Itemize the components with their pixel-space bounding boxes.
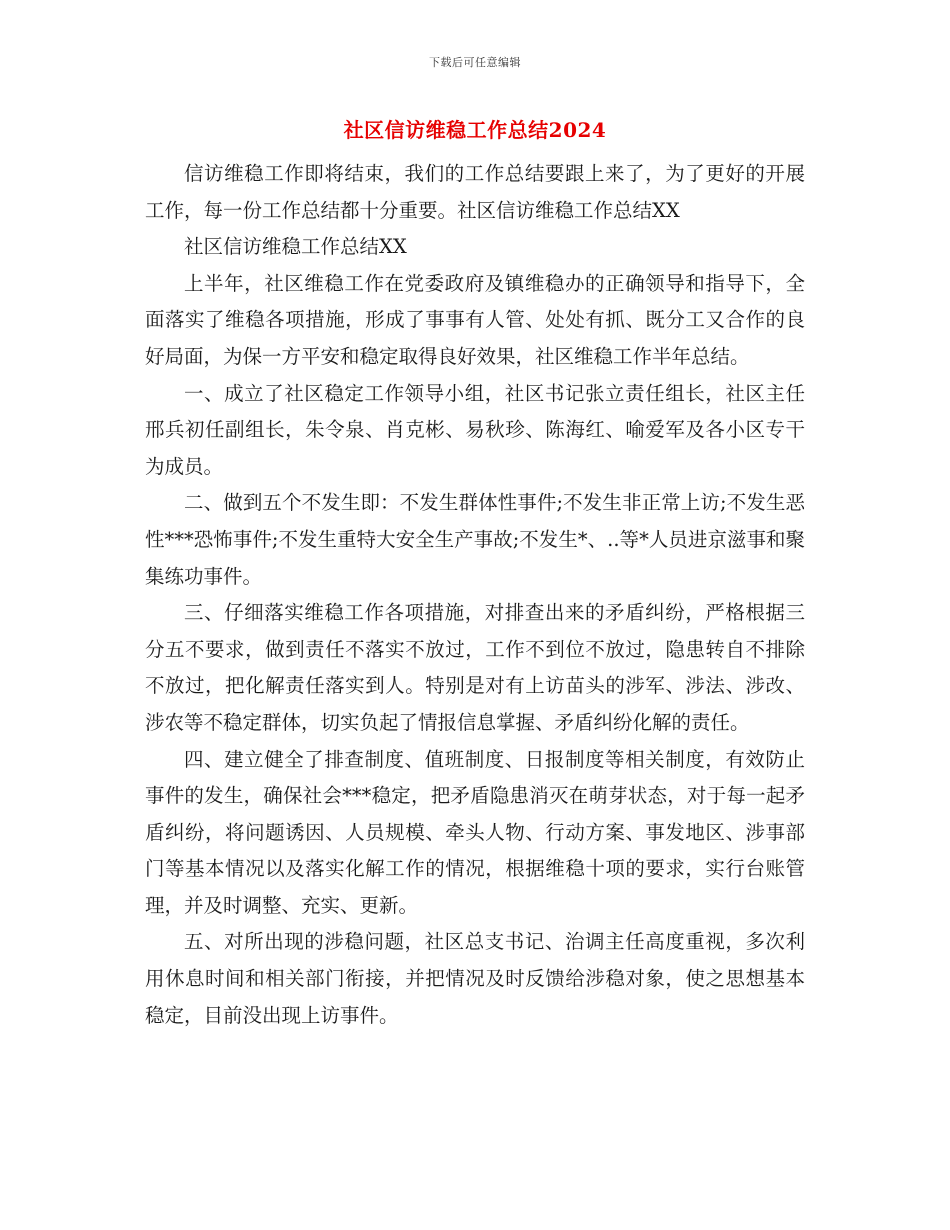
paragraph-intro: 信访维稳工作即将结束，我们的工作总结要跟上来了，为了更好的开展工作，每一份工作总结都十分重要。社区信访维稳工作总结XX [145,162,805,222]
paragraph-subtitle: 社区信访维稳工作总结XX [184,235,407,259]
document-body [145,156,805,1034]
paragraph-item-3: 三、仔细落实维稳工作各项措施，对排查出来的矛盾纠纷，严格根据三分五不要求，做到责任不落实不放过，工作不到位不放过，隐患转自不排除不放过，把化解责任落实到人。特别是对有上访苗头的涉军、涉法、涉改、涉农等不稳定群体，切实负起了情报信息掌握、矛盾纠纷化解的责任。 [145,601,805,734]
paragraph-overview: 上半年，社区维稳工作在党委政府及镇维稳办的正确领导和指导下，全面落实了维稳各项措施，形成了事事有人管、处处有抓、既分工又合作的良好局面，为保一方平安和稳定取得良好效果，社区维稳工作半年总结。 [145,271,805,368]
paragraph-item-5: 五、对所出现的涉稳问题，社区总支书记、治调主任高度重视，多次利用休息时间和相关部门衔接，并把情况及时反馈给涉稳对象，使之思想基本稳定，目前没出现上访事件。 [145,930,805,1027]
document-title: 社区信访维稳工作总结2024 [343,118,607,142]
paragraph-item-2: 二、做到五个不发生即：不发生群体性事件;不发生非正常上访;不发生恶性***恐怖事件;不发生重特大安全生产事故;不发生*、..等*人员进京滋事和聚集练功事件。 [145,491,805,588]
paragraph-item-4: 四、建立健全了排查制度、值班制度、日报制度等相关制度，有效防止事件的发生，确保社会***稳定，把矛盾隐患消灭在萌芽状态，对于每一起矛盾纠纷，将问题诱因、人员规模、牵头人物、行动方案、事发地区、涉事部门等基本情况以及落实化解工作的情况，根据维稳十项的要求，实行台账管理，并及时调整、充实、更新。 [145,747,805,917]
page-header-note: 下载后可任意编辑 [429,56,521,69]
paragraph-item-1: 一、成立了社区稳定工作领导小组，社区书记张立责任组长，社区主任邢兵初任副组长，朱令泉、肖克彬、易秋珍、陈海红、喻爱军及各小区专干为成员。 [145,381,805,478]
